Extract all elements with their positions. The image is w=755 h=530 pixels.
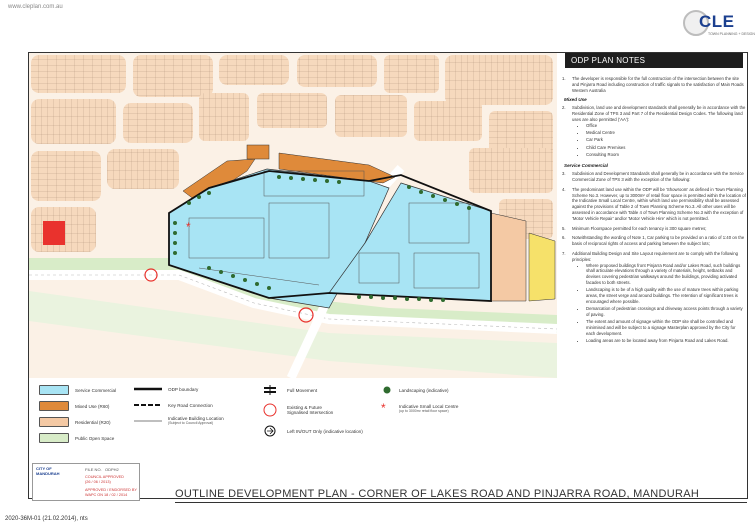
site-plan-map bbox=[29, 53, 557, 378]
star-icon: * bbox=[381, 401, 386, 415]
mixed-use-corner bbox=[247, 145, 269, 159]
building-line-icon bbox=[134, 418, 162, 424]
odp-boundary-line-icon bbox=[134, 386, 162, 392]
note-5: Minimum Floorspace permitted for each tenancy is 300 square metres; bbox=[572, 225, 707, 231]
legend-small-local-centre: * Indicative Small Local Centre (up to 3000m² retail floor space) bbox=[381, 401, 459, 415]
note-3: Subdivision and Development Standards shall generally be in accordance with the Service Commercial Zone of TPS 3 with the exception of the following: bbox=[572, 171, 744, 183]
key-road-line-icon bbox=[134, 402, 162, 408]
legend-public-open-space: Public Open Space bbox=[39, 433, 114, 443]
left-in-out-icon bbox=[259, 425, 281, 437]
use-item: • Car Park bbox=[586, 137, 746, 143]
legend-residential: Residential (R20) bbox=[39, 417, 111, 427]
use-item: • Medical Centre bbox=[586, 130, 746, 136]
title-rule bbox=[175, 502, 747, 503]
drawing-reference: 2020-36M-01 (21.02.2014), nts bbox=[5, 516, 88, 522]
principle-item: • The extent and amount of signage within the ODP site shall be controlled and minimised and will be subject to a signage Masterplan approved by the City for each development. bbox=[586, 319, 746, 336]
note-4: The predominant land use within the ODP will be 'Showroom' as defined in Town Planning Scheme No.3. However, up to 3000m² of retail floor space is permitted within the location of the Indicative Small Local Centre, within which land use permissibility shall be assessed against the provisions of Table 2 of Town Planning Scheme No.3. All other uses will be assessed in accordance with Table 4 of Town Planning Scheme No.3 with the exception of 'Motor Vehicle Repair' and/or 'Motor Vehicle Hire' which is not permitted. bbox=[572, 186, 746, 221]
tree-icon bbox=[381, 385, 393, 395]
notes-heading: ODP PLAN NOTES bbox=[565, 53, 743, 68]
public-open-space-swatch bbox=[39, 433, 69, 443]
principle-item: • Landscaping is to be of a high quality with the use of mature trees within parking areas, the street verge and around buildings. The retention of significant trees is encouraged where possible. bbox=[586, 287, 746, 304]
use-item: • Consulting Room bbox=[586, 152, 746, 158]
wapc-date: WAPC ON 18 / 02 / 2014 bbox=[85, 493, 128, 497]
council-logo: CITY OF MANDURAH bbox=[36, 466, 60, 476]
note-2: Subdivision, land use and development standards shall generally be in accordance with the Residential Zone of TPS 3 and Part 7 of the Residential Design Codes. The following land uses are also permitted ('AA'): bbox=[572, 105, 746, 122]
note-6: Notwithstanding the wording of Note 1, Car parking to be provided on a ratio of 1:40 on the basis of reciprocal rights of access and parking between the subject lots; bbox=[572, 235, 745, 247]
file-no-label: FILE NO. bbox=[85, 467, 102, 472]
small-local-centre-star: * bbox=[186, 220, 191, 234]
council-approved: COUNCIL APPROVED bbox=[85, 475, 124, 479]
odp-plan-notes: ODP PLAN NOTES 1. The developer is responsible for the full construction of the intersection between the site and Pinjarra Road including construction of traffic signals to the satisfaction of Main Roads Western Australia Mixed Use 2. Subdivision, land use and development standards shall generally be in accordance with the Residential Zone of TPS 3 and Part 7 of the Residential Design Codes. The following land uses are also permitted ('AA'): • Office • Medical Centre • Car Park • Child Care Premises • Consulting Room Service Commercial 3. Subdivision and Development Standards shall generally be in accordance with the Service Commercial Zone of TPS 3 with the exception of the following: 4. The predominant land use within the ODP will be 'Showroom' as defined in Town Planning Scheme No.3. However, up to 3000m² of retail floor space is permitted within the location of the Indicative Small Local Centre, within which land use permissibility shall be assessed against the provisions of Table 2 of Town Planning Scheme No.3. All other uses will be assessed in accordance with Table 4 of Town Planning Scheme No.3 with the exception of 'Motor Vehicle Repair' and/or 'Motor Vehicle Hire' which is not permitted. 5. Minimum Floorspace permitted for each tenancy is 300 square metres; 6. Notwithstanding the wording of Note 1, Car parking to be provided on a ratio of 1:40 on the basis of reciprocal rights of access and parking between the subject lots; 7. Additional Building Design and Site Layout requirement are to comply with the following principles: • Where proposed buildings front Pinjarra Road and/or Lakes Road, such buildings shall articulate elevations through a variety of materials, height, setbacks and devises covering pedestrian walkways around the buildings, providing activated facades to both streets. • Landscaping is to be of a high quality with the use of mature trees within parking areas, the street verge and around buildings. The retention of significant trees is encouraged where possible. • Demarcation of pedestrian crossings and driveway access points through a variety of paving. • The extent and amount of signage within the ODP site shall be controlled and minimised and will be subject to a signage Masterplan approved by the City for each development. • Loading areas are to be located away from Pinjarra Road and Lakes Road. bbox=[562, 53, 746, 493]
principle-item: • Demarcation of pedestrian crossings and driveway access points through a variety of paving. bbox=[586, 306, 746, 318]
use-item: • Office bbox=[586, 123, 746, 129]
legend-service-commercial: Service Commercial bbox=[39, 385, 116, 395]
council-date: (26 / 06 / 2013) bbox=[85, 480, 111, 484]
file-no: ODPH2 bbox=[105, 467, 119, 472]
principle-item: • Where proposed buildings front Pinjarra Road and/or Lakes Road, such buildings shall articulate elevations through a variety of materials, height, setbacks and devises covering pedestrian walkways around the buildings, providing activated facades to both streets. bbox=[586, 263, 746, 286]
principle-item: • Loading areas are to be located away from Pinjarra Road and Lakes Road. bbox=[586, 338, 746, 344]
full-movement-icon bbox=[259, 385, 281, 395]
service-commercial-swatch bbox=[39, 385, 69, 395]
residential-east bbox=[491, 213, 526, 301]
legend-landscaping: Landscaping (indicative) bbox=[381, 385, 449, 395]
map-legend bbox=[29, 379, 557, 463]
residential-red-site bbox=[43, 221, 65, 245]
yellow-site bbox=[529, 233, 555, 301]
legend-key-road: Key Road Connection bbox=[134, 402, 213, 408]
legend-left-in-out: Left IN/OUT Only (indicative location) bbox=[259, 425, 363, 437]
legend-mixed-use: Mixed Use (R60) bbox=[39, 401, 109, 411]
signalised-intersection-icon bbox=[259, 403, 281, 417]
note-1: The developer is responsible for the full construction of the intersection between the site and Pinjarra Road including construction of traffic signals to the satisfaction of Main Roads Western Australia bbox=[572, 76, 744, 93]
legend-indicative-building: Indicative Building Location (Subject to Council Approval) bbox=[134, 416, 224, 425]
use-item: • Child Care Premises bbox=[586, 145, 746, 151]
residential-swatch bbox=[39, 417, 69, 427]
site-url: www.cleplan.com.au bbox=[8, 4, 63, 10]
legend-signalised: Existing & Future Signalised Intersection bbox=[259, 403, 333, 417]
mixed-use-swatch bbox=[39, 401, 69, 411]
plan-title: OUTLINE DEVELOPMENT PLAN - CORNER OF LAKES ROAD AND PINJARRA ROAD, MANDURAH bbox=[175, 488, 700, 500]
note-7: Additional Building Design and Site Layout requirement are to comply with the following principles: bbox=[572, 251, 739, 262]
service-commercial-heading: Service Commercial bbox=[564, 163, 608, 169]
legend-full-movement: Full Movement bbox=[259, 385, 317, 395]
brand-name: CLE bbox=[699, 12, 735, 31]
brand-logo bbox=[683, 10, 755, 40]
brand-tagline: TOWN PLANNING + DESIGN bbox=[708, 32, 755, 36]
mixed-use-heading: Mixed Use bbox=[564, 97, 587, 103]
wapc-approved: APPROVED / ENDORSED BY bbox=[85, 488, 137, 492]
approval-stamp bbox=[32, 463, 140, 501]
legend-odp-boundary: ODP boundary bbox=[134, 386, 198, 392]
